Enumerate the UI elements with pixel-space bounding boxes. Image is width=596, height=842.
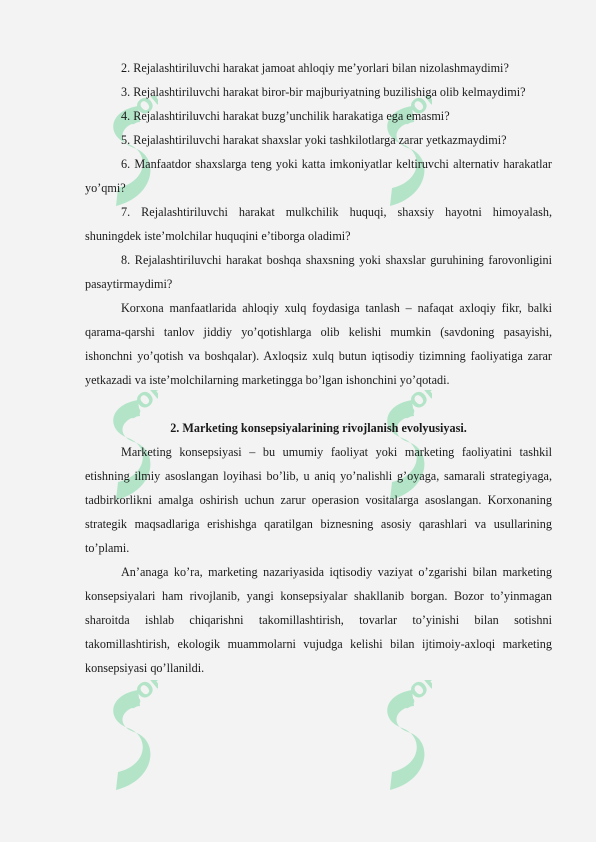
concept-paragraph: Marketing konsepsiyasi – bu umumiy faoliyat yoki marketing faoliyatini tashkil etishning ilmiy asoslangan loyihasi bo’lib, u aniq yo’nalishli g’oyaga, samarali strategiyaga, tadbirkorlikni amalga oshirish uchun zarur operasion vositalarga asoslangan. Korxonaning strategik maqsadlariga erishishga qaratilgan biznesning asosiy qarashlari va usullarining to’plami.	[85, 445, 552, 555]
watermark-text: SOFF	[119, 680, 158, 714]
question-6: 6. Manfaatdor shaxslarga teng yoki katta imkoniyatlar keltiruvchi alternativ harakatlar yo’qmi?	[85, 157, 552, 195]
question-5: 5. Rejalashtiriluvchi harakat shaxslar yoki tashkilotlarga zarar yetkazmaydimi?	[121, 133, 507, 147]
question-3: 3. Rejalashtiriluvchi harakat biror-bir majburiyatning buzilishiga olib kelmaydimi?	[121, 85, 526, 99]
evolution-paragraph: An’anaga ko’ra, marketing nazariyasida iqtisodiy vaziyat o’zgarishi bilan marketing konsepsiyalari ham rivojlanib, yangi konsepsiyalar shakllanib borgan. Bozor to’yinmagan sharoitda ishlab chiqarishni takomillashtirish, tovarlar to’yinishi bilan sotishni takomillashtirish, ekologik muammolarni vujudga kelishi bilan ijtimoiy-axloqi marketing konsepsiyasi qo’llanildi.	[85, 565, 552, 675]
watermark-logo	[98, 680, 158, 810]
section-heading: 2. Marketing konsepsiyalarining rivojlanish evolyusiyasi.	[170, 421, 467, 435]
watermark-text: SOFF	[393, 680, 432, 714]
watermark-text: SOFF	[119, 96, 158, 130]
watermark-text: SOFF	[393, 390, 432, 424]
ethics-paragraph: Korxona manfaatlarida ahloqiy xulq foydasiga tanlash – nafaqat axloqiy fikr, balki qarama-qarshi tanlov jiddiy yo’qotishlarga olib kelishi mumkin (savdoning pasayishi, ishonchni yo’qotish va boshqalar). Axloqsiz xulq butun iqtisodiy tizimning faoliyatiga zarar yetkazadi va iste’molchilarning marketingga bo’lgan ishonchini yo’qotadi.	[85, 301, 552, 387]
document-body	[85, 56, 552, 680]
question-4: 4. Rejalashtiriluvchi harakat buzg’unchilik harakatiga ega emasmi?	[121, 109, 450, 123]
question-7: 7. Rejalashtiriluvchi harakat mulkchilik huquqi, shaxsiy hayotni himoyalash, shuningdek iste’molchilar huquqini e’tiborga oladimi?	[85, 205, 552, 243]
watermark-text: SOFF	[393, 96, 432, 130]
watermark-logo	[372, 680, 432, 810]
question-2: 2. Rejalashtiriluvchi harakat jamoat ahloqiy me’yorlari bilan nizolashmaydimi?	[121, 61, 509, 75]
question-8: 8. Rejalashtiriluvchi harakat boshqa shaxsning yoki shaxslar guruhining farovonligini pasaytirmaydimi?	[85, 253, 552, 291]
watermark-text: SOFF	[119, 390, 158, 424]
